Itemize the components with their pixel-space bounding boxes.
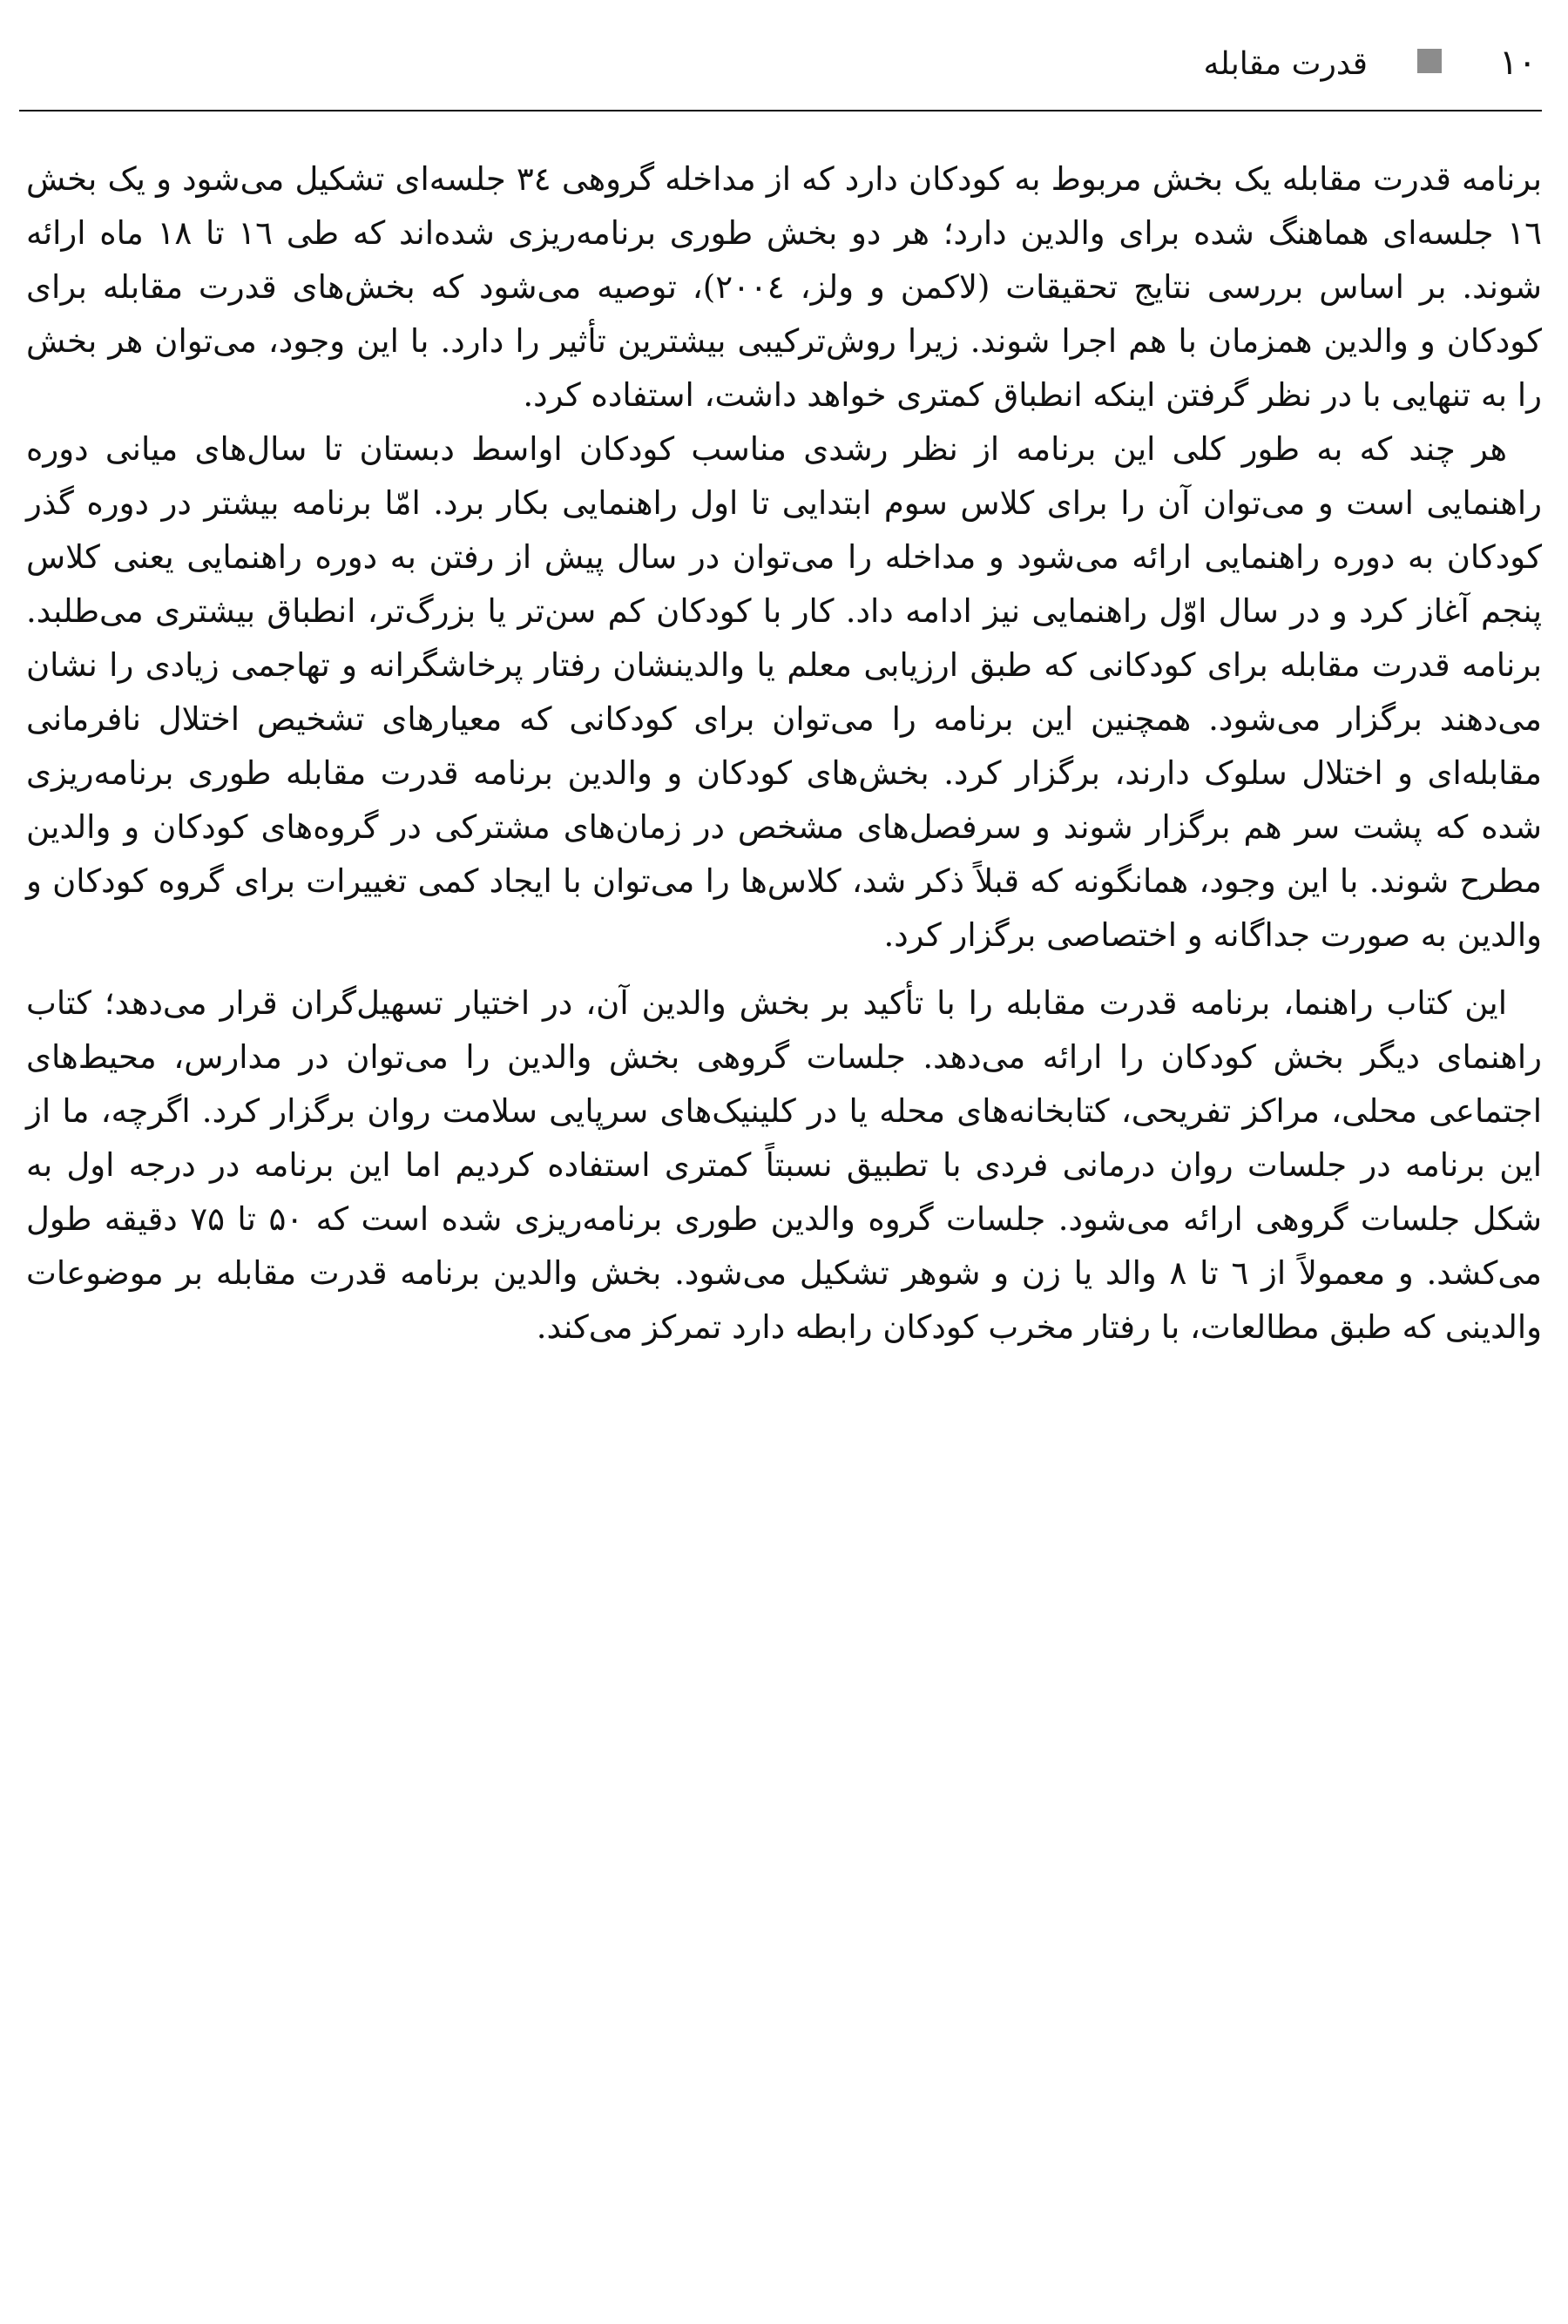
page-number: ۱۰ — [1499, 43, 1537, 83]
chapter-title: قدرت مقابله — [1203, 46, 1368, 82]
body-text — [26, 152, 1542, 1355]
square-marker-icon — [1417, 49, 1442, 73]
paragraph-1: برنامه قدرت مقابله یک بخش مربوط به کودکان دارد که از مداخله گروهی ۳٤ جلسه‌ای تشکیل می‌شود و یک بخش ۱٦ جلسه‌ای هماهنگ شده برای والدین دارد؛ هر دو بخش طوری برنامه‌ریزی شده‌اند که طی ۱٦ تا ۱۸ ماه ارائه شوند. بر اساس بررسی نتایج تحقیقات (لاکمن و ولز، ۲۰۰٤)، توصیه می‌شود که بخش‌های قدرت مقابله برای کودکان و والدین همزمان با هم اجرا شوند. زیرا روش‌ترکیبی بیشترین تأثیر را دارد. با این وجود، می‌توان هر بخش را به تنهایی با در نظر گرفتن اینکه انطباق کمتری خواهد داشت، استفاده کرد. — [26, 160, 1543, 414]
paragraph-2: هر چند که به طور کلی این برنامه از نظر رشدی مناسب کودکان اواسط دبستان تا سال‌های میانی دوره راهنمایی است و می‌توان آن را برای کلاس سوم ابتدایی تا اول راهنمایی بکار برد. امّا برنامه بیشتر در دوره گذر کودکان به دوره راهنمایی ارائه می‌شود و مداخله را می‌توان در سال پیش از رفتن به دوره راهنمایی یعنی کلاس پنجم آغاز کرد و در سال اوّل راهنمایی نیز ادامه داد. کار با کودکان کم سن‌تر یا بزرگ‌تر، انطباق بیشتری می‌طلبد. برنامه قدرت مقابله برای کودکانی که طبق ارزیابی معلم یا والدینشان رفتار پرخاشگرانه و تهاجمی زیادی را نشان می‌دهند برگزار می‌شود. همچنین این برنامه را می‌توان برای کودکانی که معیارهای تشخیص اختلال نافرمانی مقابله‌ای و اختلال سلوک دارند، برگزار کرد. بخش‌های کودکان و والدین برنامه قدرت مقابله طوری برنامه‌ریزی شده که پشت سر هم برگزار شوند و سرفصل‌های مشخص در زمان‌های مشترکی در گروه‌های کودکان و والدین مطرح شوند. با این وجود، همانگونه که قبلاً ذکر شد، کلاس‌ها را می‌توان با ایجاد کمی تغییرات برای گروه کودکان و والدین به صورت جداگانه و اختصاصی برگزار کرد. — [26, 430, 1542, 954]
running-header — [19, 33, 1542, 111]
paragraph-3: این کتاب راهنما، برنامه قدرت مقابله را با تأکید بر بخش والدین آن، در اختیار تسهیل‌گران قرار می‌دهد؛ کتاب راهنمای دیگر بخش کودکان را ارائه می‌دهد. جلسات گروهی بخش والدین را می‌توان در مدارس، محیط‌های اجتماعی محلی، مراکز تفریحی، کتابخانه‌های محله یا در کلینیک‌های سرپایی سلامت روان برگزار کرد. اگرچه، ما از این برنامه در جلسات روان درمانی فردی با تطبیق نسبتاً کمتری استفاده کردیم اما این برنامه در درجه اول به شکل جلسات گروهی ارائه می‌شود. جلسات گروه والدین طوری برنامه‌ریزی شده است که ۵۰ تا ۷۵ دقیقه طول می‌کشد. و معمولاً از ٦ تا ۸ والد یا زن و شوهر تشکیل می‌شود. بخش والدین برنامه قدرت مقابله بر موضوعات والدینی که طبق مطالعات، با رفتار مخرب کودکان رابطه دارد تمرکز می‌کند. — [26, 984, 1543, 1346]
